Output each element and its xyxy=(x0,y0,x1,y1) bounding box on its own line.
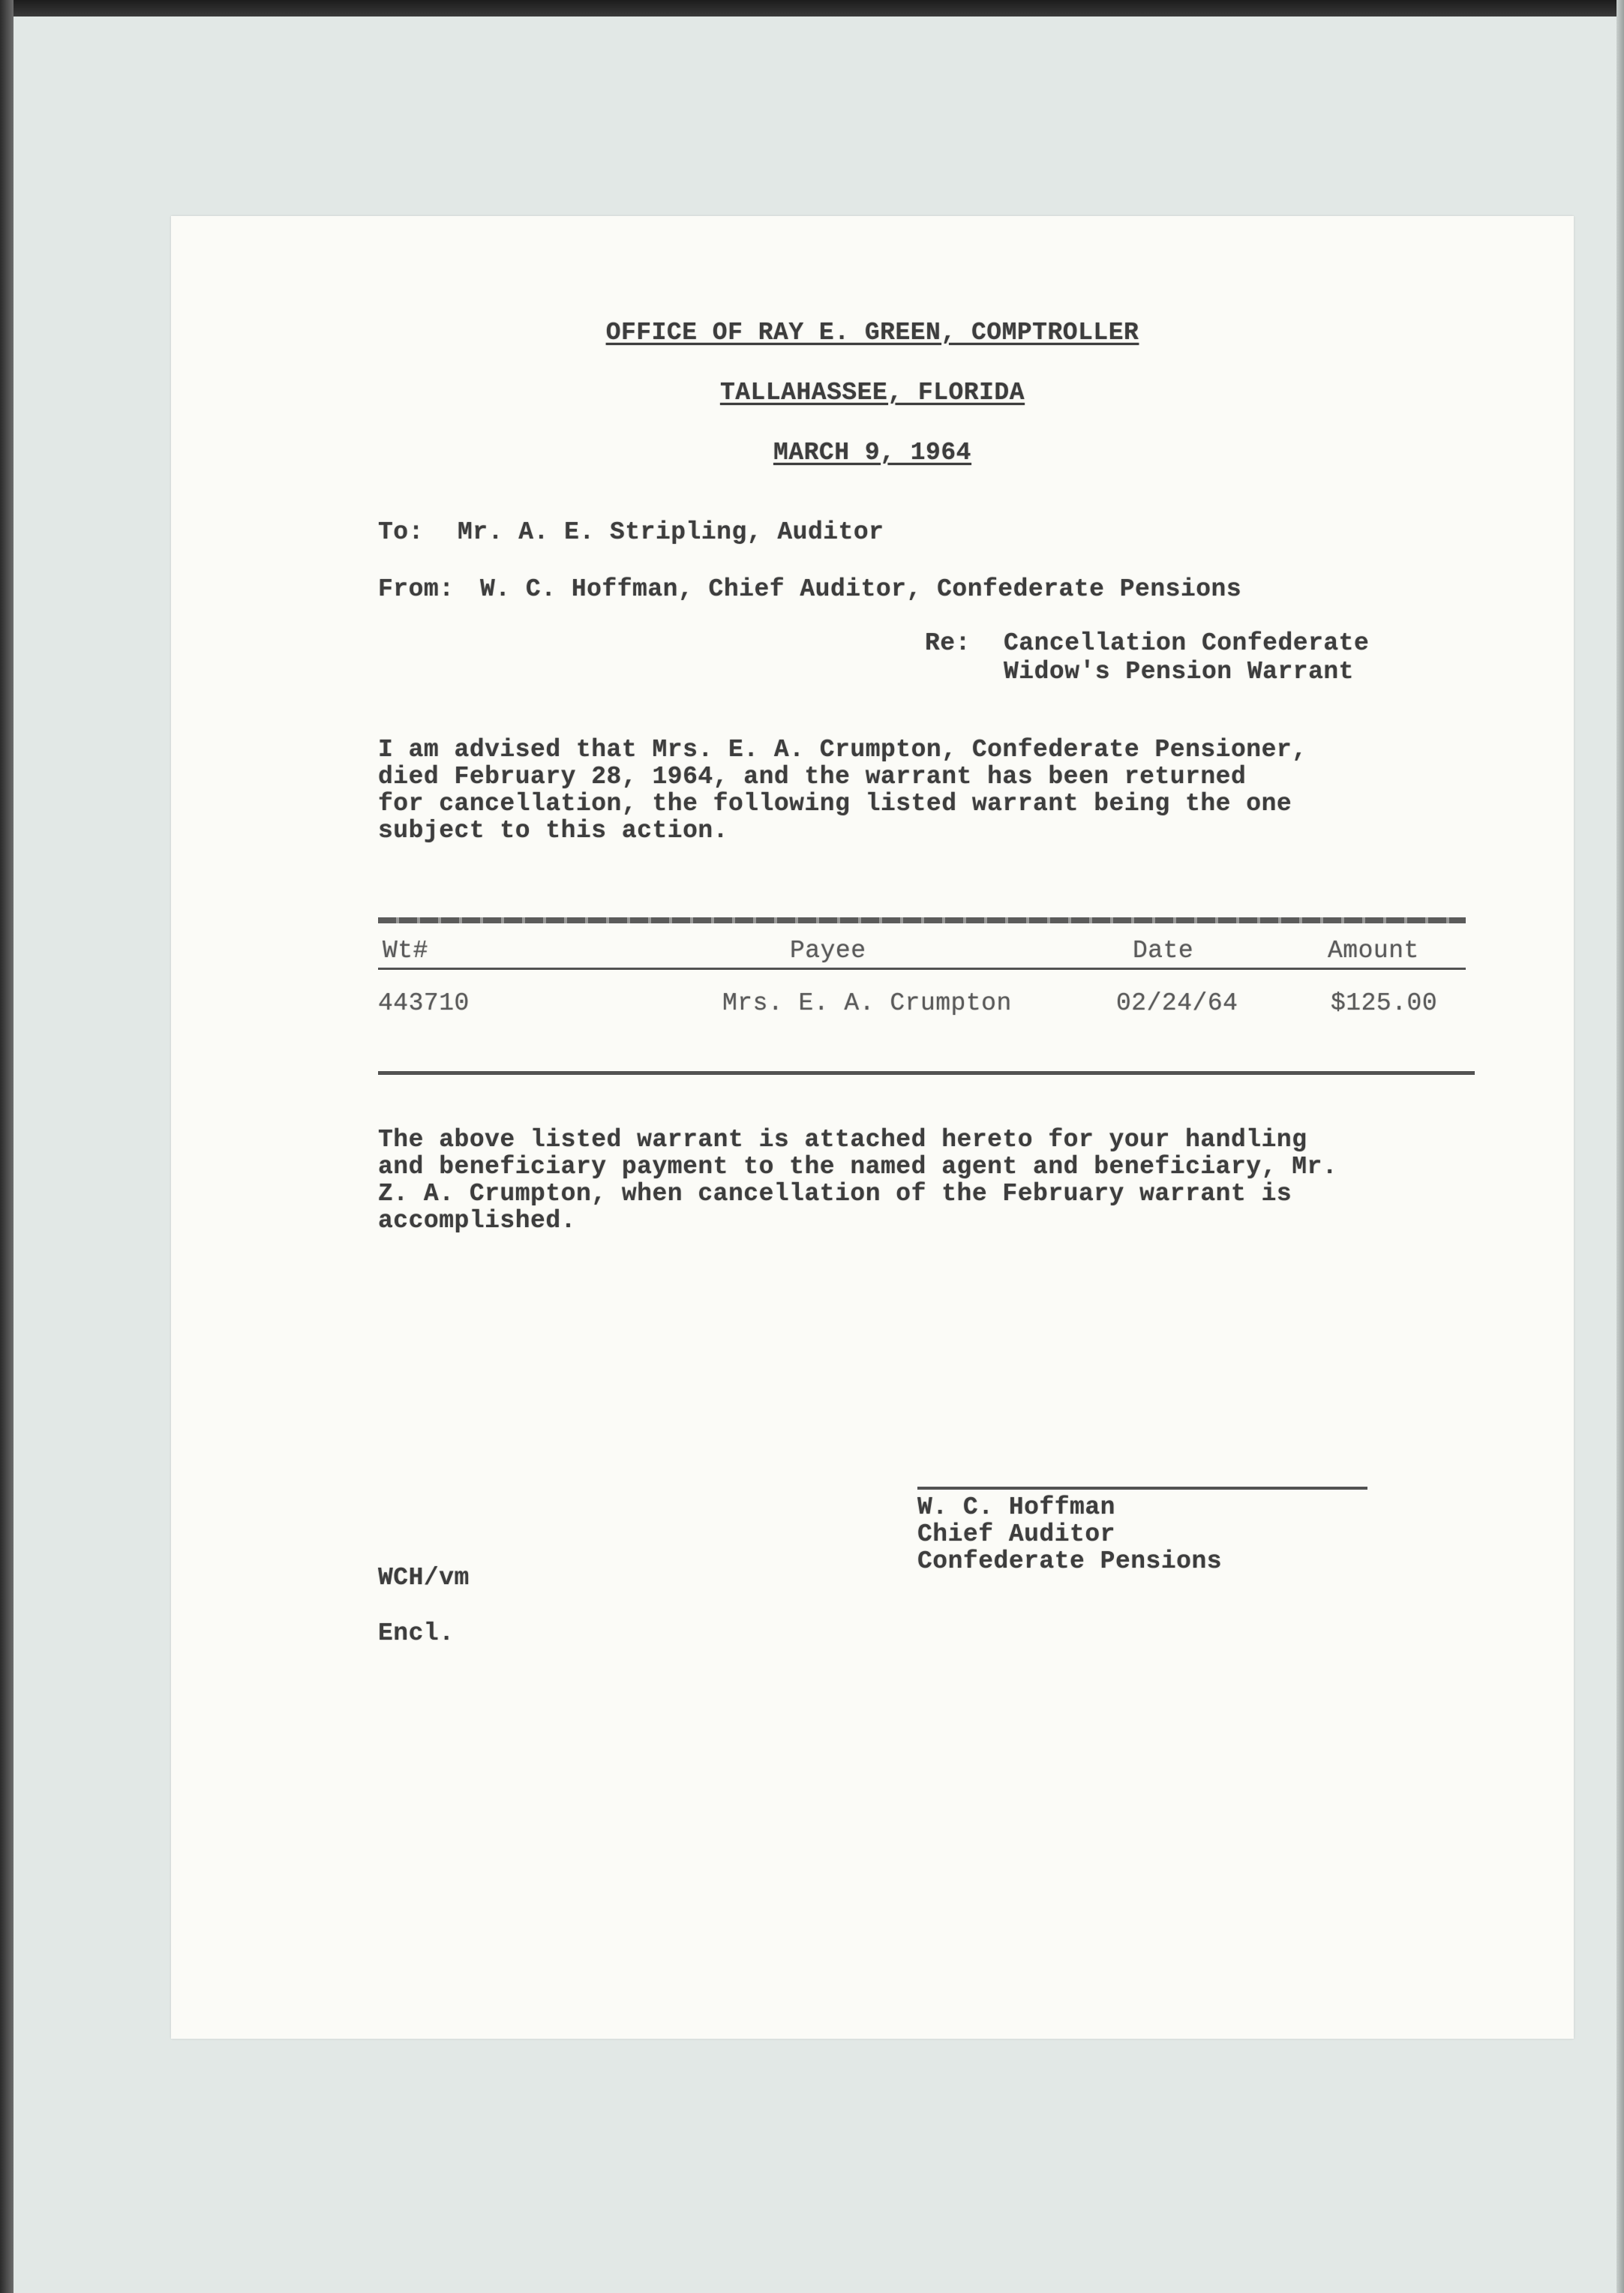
table-row-payee: Mrs. E. A. Crumpton xyxy=(722,989,1012,1017)
re-line-2: Widow's Pension Warrant xyxy=(1004,658,1354,686)
paragraph-2-line-4: accomplished. xyxy=(378,1207,576,1235)
signature-department: Confederate Pensions xyxy=(917,1547,1223,1575)
scan-edge-top xyxy=(0,0,1624,17)
paragraph-2-line-2: and beneficiary payment to the named agent and beneficiary, Mr. xyxy=(378,1153,1338,1181)
from-label: From: xyxy=(378,575,455,603)
signature-line xyxy=(917,1487,1367,1490)
table-header-rule xyxy=(378,968,1466,970)
column-header-payee: Payee xyxy=(790,937,866,965)
table-bottom-rule xyxy=(378,1071,1475,1075)
signature-name: W. C. Hoffman xyxy=(917,1493,1115,1521)
typist-initials: WCH/vm xyxy=(378,1564,470,1592)
table-top-rule xyxy=(378,917,1466,923)
scan-edge-left xyxy=(0,0,14,2293)
scan-edge-right xyxy=(1616,0,1624,2293)
re-label: Re: xyxy=(925,629,971,657)
table-row-wt: 443710 xyxy=(378,989,470,1017)
to-value: Mr. A. E. Stripling, Auditor xyxy=(458,518,884,546)
re-line-1: Cancellation Confederate xyxy=(1004,629,1370,657)
office-heading: OFFICE OF RAY E. GREEN, COMPTROLLER xyxy=(605,319,1139,347)
paragraph-2-line-1: The above listed warrant is attached hereto for your handling xyxy=(378,1126,1307,1154)
column-header-amount: Amount xyxy=(1328,937,1419,965)
paragraph-1-line-1: I am advised that Mrs. E. A. Crumpton, Confederate Pensioner, xyxy=(378,736,1307,764)
enclosure-note: Encl. xyxy=(378,1619,455,1647)
from-value: W. C. Hoffman, Chief Auditor, Confederate Pensions xyxy=(480,575,1242,603)
table-row-amount: $125.00 xyxy=(1331,989,1438,1017)
column-header-wt: Wt# xyxy=(383,937,428,965)
city-heading: TALLAHASSEE, FLORIDA xyxy=(719,379,1025,407)
column-header-date: Date xyxy=(1133,937,1194,965)
date-heading: MARCH 9, 1964 xyxy=(773,439,971,467)
paragraph-1-line-2: died February 28, 1964, and the warrant has been returned xyxy=(378,763,1247,791)
signature-title: Chief Auditor xyxy=(917,1520,1115,1548)
table-row-date: 02/24/64 xyxy=(1116,989,1238,1017)
to-label: To: xyxy=(378,518,424,546)
paragraph-1-line-4: subject to this action. xyxy=(378,817,728,845)
paragraph-2-line-3: Z. A. Crumpton, when cancellation of the February warrant is xyxy=(378,1180,1292,1208)
memo-page xyxy=(171,216,1574,2039)
paragraph-1-line-3: for cancellation, the following listed warrant being the one xyxy=(378,790,1292,818)
